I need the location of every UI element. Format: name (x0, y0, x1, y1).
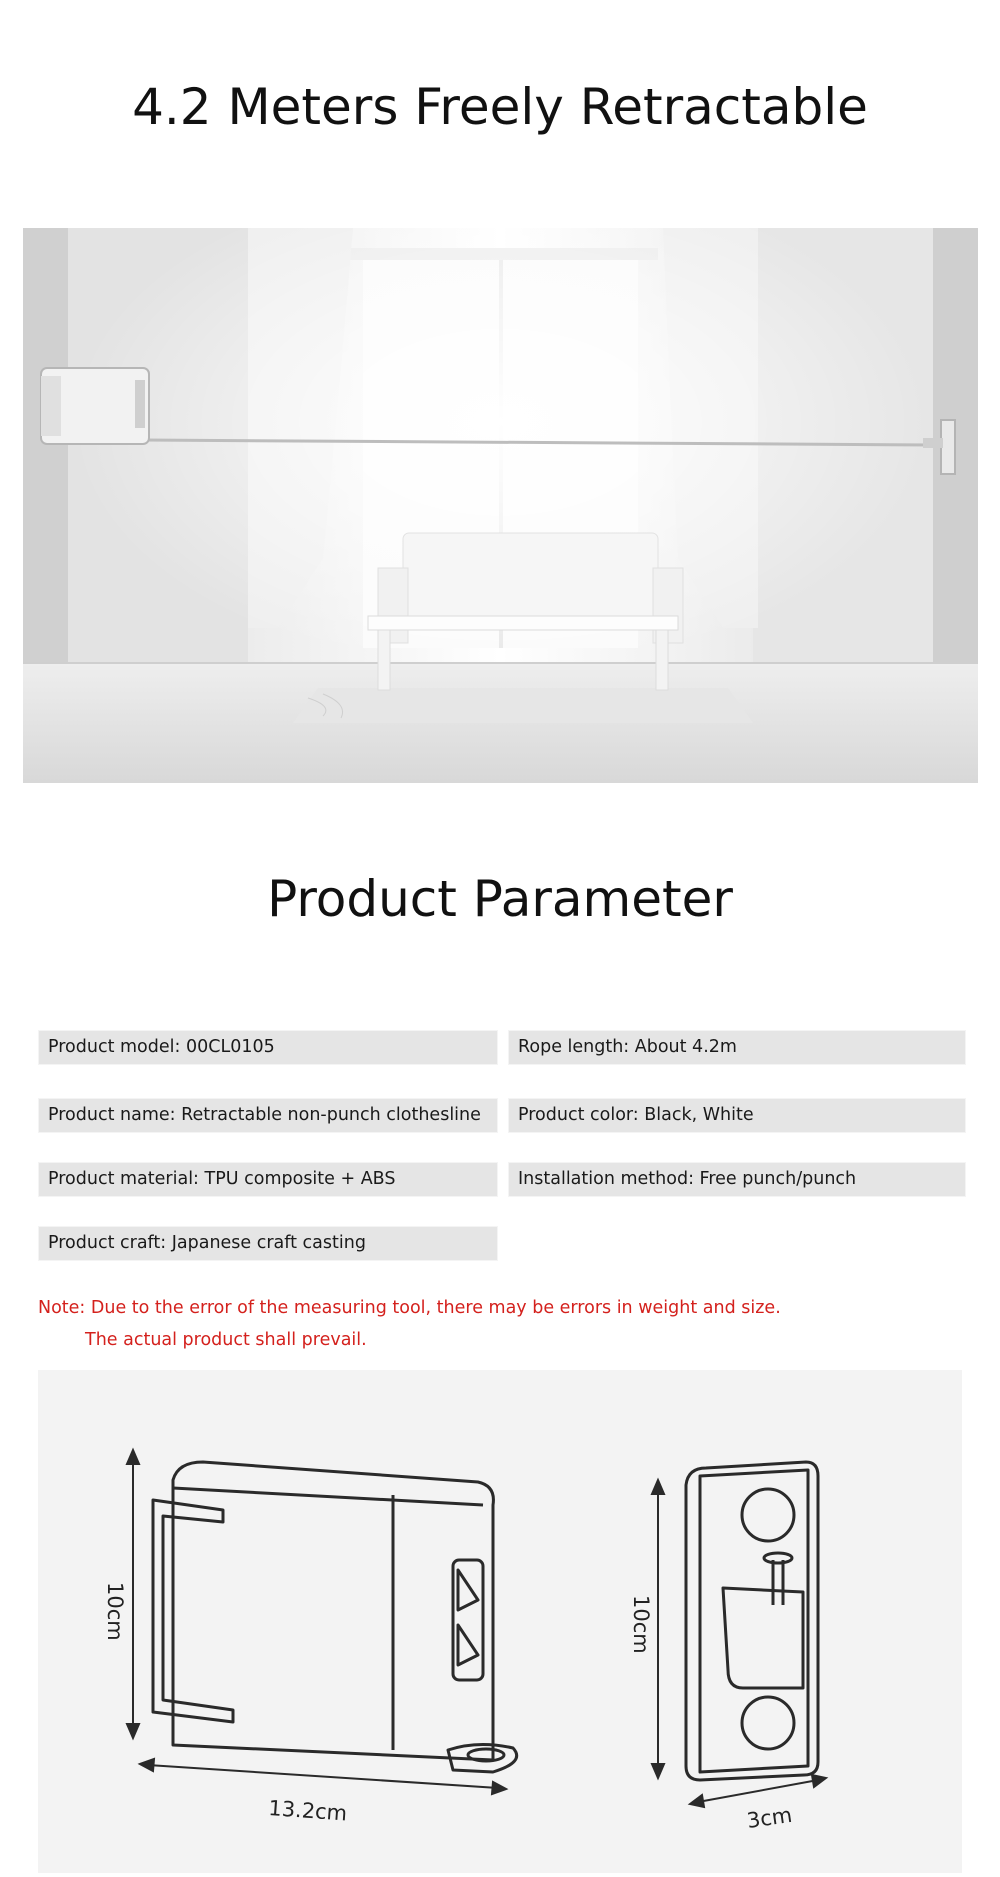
param-craft: Product craft: Japanese craft casting (38, 1226, 498, 1261)
dimension-diagram (38, 1370, 962, 1873)
room-scene-image (23, 228, 978, 783)
param-model: Product model: 00CL0105 (38, 1030, 498, 1065)
height-label-side: 10cm (629, 1595, 653, 1654)
param-rope-length: Rope length: About 4.2m (508, 1030, 966, 1065)
width-label-side: 3cm (745, 1802, 794, 1833)
param-color: Product color: Black, White (508, 1098, 966, 1133)
section-title: Product Parameter (267, 870, 733, 928)
width-label-main: 13.2cm (267, 1796, 348, 1826)
height-arrow-main (127, 1450, 139, 1738)
note-line-2: The actual product shall prevail. (85, 1330, 367, 1350)
hook-drawing (686, 1462, 818, 1780)
headline: 4.2 Meters Freely Retractable (132, 78, 868, 136)
product-photo (23, 228, 978, 783)
param-material: Product material: TPU composite + ABS (38, 1162, 498, 1197)
main-device-drawing (153, 1462, 517, 1772)
param-installation: Installation method: Free punch/punch (508, 1162, 966, 1197)
param-name: Product name: Retractable non-punch clothesline (38, 1098, 498, 1133)
height-label-main: 10cm (103, 1582, 127, 1641)
note-line-1: Note: Due to the error of the measuring tool, there may be errors in weight and size. (38, 1298, 781, 1318)
